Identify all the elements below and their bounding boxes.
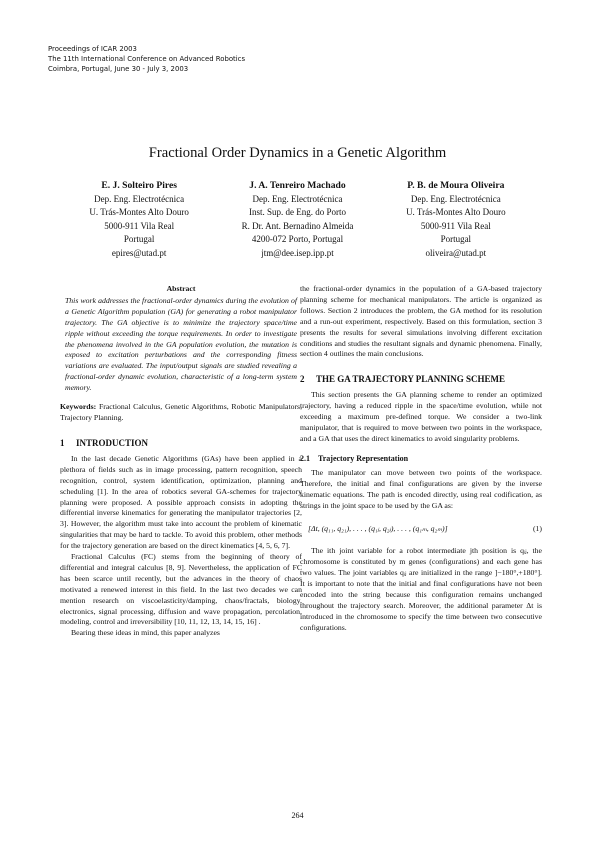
subsection-2-1-heading [300,454,542,465]
body-paragraph: The manipulator can move between two points of the workspace. Therefore, the initial and final configurations are given by the inverse kinematic equations. The path is encoded directly, using real codification, as strings in the joint space to be used by the GA as: [300,467,542,510]
author-city-country: 4200-072 Porto, Portugal [251,234,344,244]
proceedings-header [48,44,348,74]
author-address: 5000-911 Vila Real [420,220,491,231]
right-column [300,284,542,634]
paper-title: Fractional Order Dynamics in a Genetic Algorithm [148,145,447,161]
equation-1 [300,524,542,535]
author-country: Portugal [123,234,155,244]
equation-body: [Δt, (q₁₁, q₂₁), . . . , (q₁ⱼ, q₂ⱼ), . . . , (q₁ₘ, q₂ₘ)] [308,524,448,534]
keywords-text: Fractional Calculus, Genetic Algorithms, Robotic Manipulators, Trajectory Planning. [60,402,303,422]
conference-line: The 11th International Conference on Advanced Robotics [48,55,246,63]
author-name: J. A. Tenreiro Machado [249,180,346,191]
author-department: Dep. Eng. Electrotécnica [94,193,185,204]
section-number: 1 [60,437,65,448]
section-title: THE GA TRAJECTORY PLANNING SCHEME [316,374,506,385]
body-paragraph: the fractional-order dynamics in the population of a GA-based trajectory planning scheme for mechanical manipulators. The article is organized as follows. Section 2 introduces the problem, the GA method for its resolution and a run-out experiment, respectively. Based on this formulation, section 3 presents the results for several simulations involving different excitation conditions and studies the resultant signals and dynamic phenomena. Finally, section 4 outlines the main conclusions. [300,284,542,359]
author-institution: Inst. Sup. de Eng. do Porto [248,207,346,217]
body-paragraph: In the last decade Genetic Algorithms (GAs) have been applied in a plethora of fields such as in image processing, pattern recognition, speech recognition, control, system identification, optimization, planning and scheduling [1]. In the area of robotics several GA-schemes for trajectory planning were proposed. A possible approach consists in adopting the differential inverse kinematics for generating the manipulator trajectories [2, 3]. However, the algorithm must take into account the problem of kinematic singularities that may be hard to tackle. To avoid this problem, other methods for the trajectory generation are based on the direct kinematics [4, 5, 6, 7]. [60,453,302,551]
author-address: 5000-911 Vila Real [104,220,175,231]
abstract-heading: Abstract [166,284,196,293]
section-1-heading [60,437,302,449]
author-3 [377,179,535,260]
location-date-line: Coimbra, Portugal, June 30 - July 3, 2003 [48,65,189,73]
author-name: E. J. Solteiro Pires [101,180,177,191]
section-title: INTRODUCTION [76,437,149,448]
author-email: oliveira@utad.pt [425,247,487,258]
left-column [60,284,302,639]
author-department: Dep. Eng. Electrotécnica [252,193,343,204]
equation-number: (1) [532,524,542,534]
body-paragraph: Fractional Calculus (FC) stems from the beginning of theory of differential and integral calculus [8, 9]. Nevertheless, the application of FC has been scarce until recently, but the advances in the theory of chaos motivated a renewed interest in this field. In the last two decades we can mention research on viscoelasticity/damping, chaos/fractals, biology, electronics, signal processing, diffusion and wave propagation, percolation, modeling, control and irreversibility [10, 11, 12, 13, 14, 15, 16] . [60,552,302,627]
author-institution: U. Trás-Montes Alto Douro [406,207,506,217]
author-department: Dep. Eng. Electrotécnica [410,193,501,204]
page-number: 264 [291,811,304,820]
author-1 [60,179,218,260]
keywords [60,402,302,424]
subsection-number: 2.1 [300,453,310,463]
author-name: P. B. de Moura Oliveira [407,180,505,191]
body-paragraph: The ith joint variable for a robot intermediate jth position is qᵢⱼ, the chromosome is constituted by m genes (configurations) and each gene has two values. The joint variables qᵢⱼ are initialized in the range ]−180°,+180°]. It is important to note that the initial and final configurations have not been encoded into the string because this configuration remains unchanged throughout the trajectory search. Moreover, the additional parameter Δt is introduced in the chromosome to specify the time between two consecutive configurations. [300,546,542,632]
author-block [60,179,535,260]
subsection-title: Trajectory Representation [318,453,409,463]
author-2 [218,179,376,260]
keywords-label: Keywords: [60,402,97,412]
body-paragraph: This section presents the GA planning scheme to render an optimized trajectory, having a reduced ripple in the space/time evolution, while not exceeding a maximum pre-defined torque. We consider a two-link manipulator, that is required to move between two points in the workspace, and a GA that uses the direct kinematics to avoid singularity problems. [300,390,542,443]
abstract-text: This work addresses the fractional-order dynamics during the evolution of a Genetic Algorithm population (GA) for generating a robot manipulator trajectory. The GA objective is to minimize the trajectory space/time ripple without exceeding the torque requirements. In order to investigate the phenomena involved in the GA population evolution, the mutation is exposed to excitation perturbations and the corresponding fitness variations are evaluated. The input/output signals are studied revealing a fractional-order dynamic evolution, characteristic of a long-term system memory. [65,295,297,393]
section-2-heading [300,373,542,385]
body-paragraph: Bearing these ideas in mind, this paper analyzes [71,628,220,638]
proceedings-line: Proceedings of ICAR 2003 [48,45,137,53]
author-address: R. Dr. Ant. Bernadino Almeida [241,220,354,231]
section-number: 2 [300,374,305,385]
author-country: Portugal [440,234,472,244]
author-email: jtm@dee.isep.ipp.pt [261,247,334,258]
author-email: epires@utad.pt [111,247,167,258]
author-institution: U. Trás-Montes Alto Douro [89,207,189,217]
